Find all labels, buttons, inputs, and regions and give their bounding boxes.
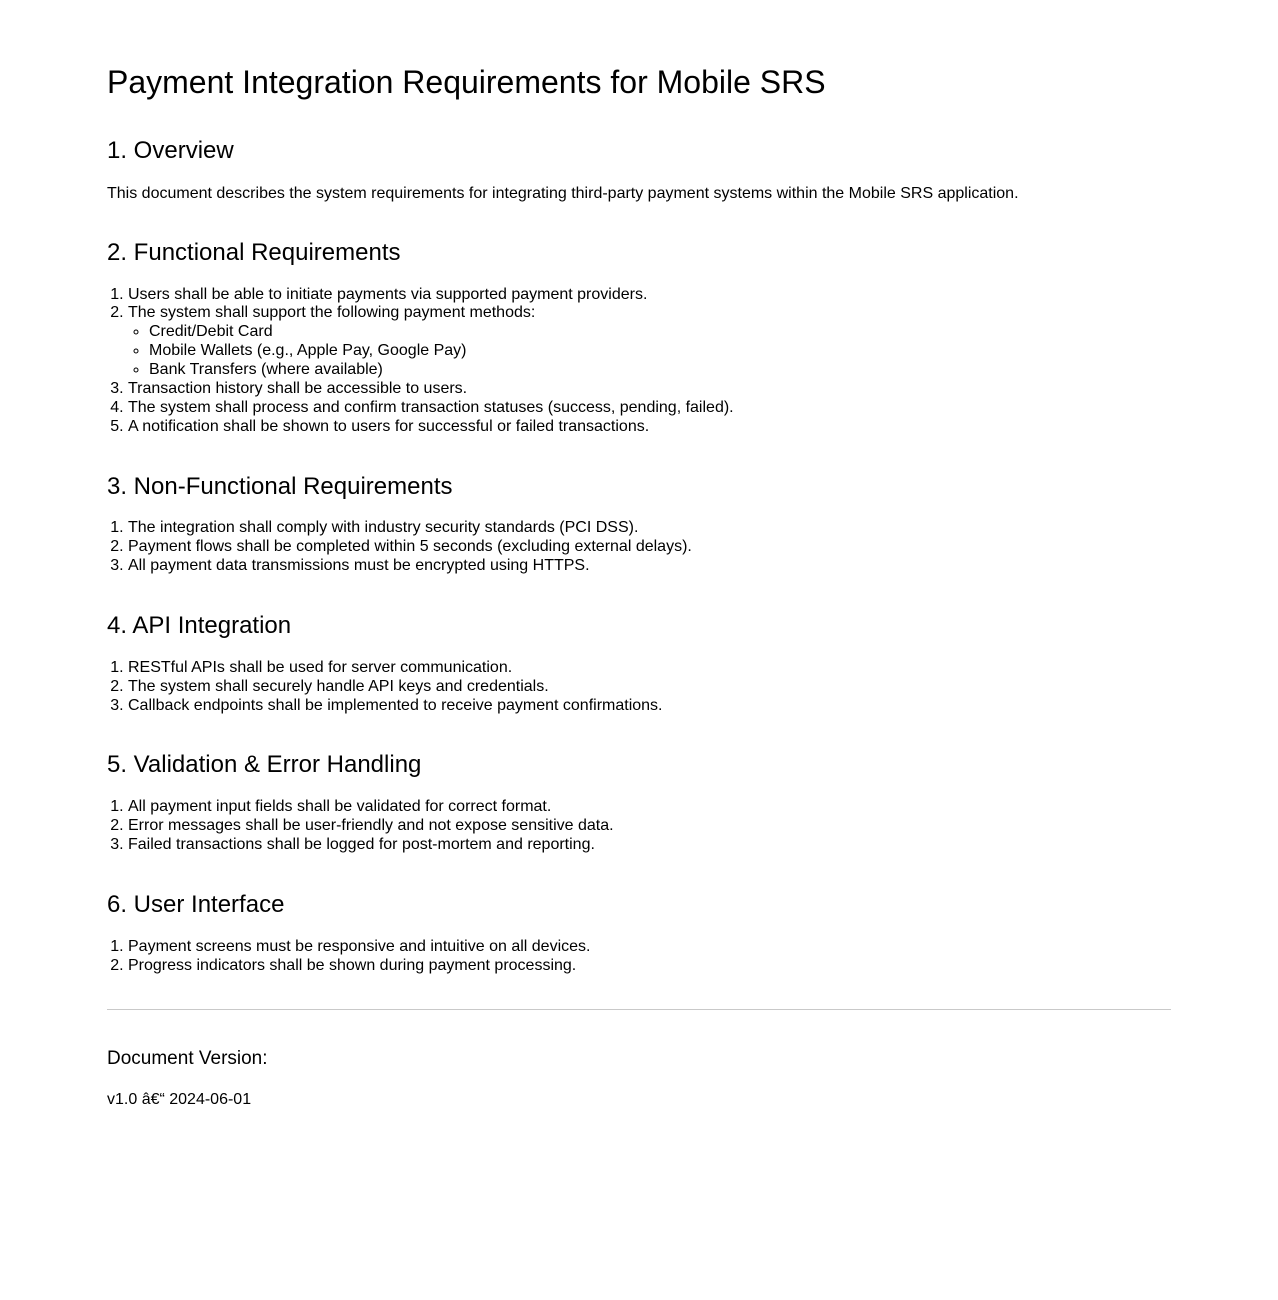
requirement-item: 4. The system shall process and confirm transaction statuses (success, pending, failed).	[128, 399, 1171, 418]
section-heading-api-integration: 4. API Integration	[107, 612, 292, 639]
sub-requirement-item: ◦ Bank Transfers (where available)	[149, 361, 1171, 380]
user-interface-list	[107, 938, 1171, 976]
requirement-item: 1. Users shall be able to initiate payments via supported payment providers.	[128, 286, 1171, 305]
section-heading-validation-error-handling: 5. Validation & Error Handling	[107, 751, 422, 779]
requirement-item: 2. Error messages shall be user-friendly and not expose sensitive data.	[128, 817, 1171, 836]
requirement-item: 3. Callback endpoints shall be implemented to receive payment confirmations.	[128, 697, 1171, 716]
section-heading-non-functional-requirements: 3. Non-Functional Requirements	[107, 472, 453, 500]
section-heading-functional-requirements: 2. Functional Requirements	[107, 238, 401, 266]
requirement-item: 1. The integration shall comply with industry security standards (PCI DSS).	[128, 519, 1171, 538]
requirement-item: 1. Payment screens must be responsive and intuitive on all devices.	[128, 938, 1171, 957]
requirement-item: 2. The system shall securely handle API keys and credentials.	[128, 678, 1171, 697]
section-heading-overview: 1. Overview	[107, 136, 234, 164]
requirement-item-text: The system shall support the following payment methods:	[128, 304, 536, 322]
requirement-item: 2. Payment flows shall be completed within 5 seconds (excluding external delays).	[128, 538, 1171, 557]
overview-paragraph: This document describes the system requirements for integrating third-party payment systems within the Mobile SRS application.	[107, 184, 1019, 202]
api-integration-list	[107, 659, 1171, 716]
divider	[107, 1009, 1171, 1010]
requirement-item: 5. A notification shall be shown to users for successful or failed transactions.	[128, 418, 1171, 437]
requirement-item: 3. All payment data transmissions must be encrypted using HTTPS.	[128, 557, 1171, 576]
sub-requirement-item: ◦ Credit/Debit Card	[149, 323, 1171, 342]
non-functional-requirements-list	[107, 519, 1171, 576]
requirement-item: 2. Progress indicators shall be shown during payment processing.	[128, 957, 1171, 976]
footer-version-value: v1.0 â€“ 2024-06-01	[107, 1091, 252, 1109]
section-heading-user-interface: 6. User Interface	[107, 890, 285, 918]
functional-requirements-list	[107, 286, 1171, 437]
requirement-item: 3. Transaction history shall be accessible to users.	[128, 380, 1171, 399]
requirement-item: 1. All payment input fields shall be validated for correct format.	[128, 798, 1171, 817]
footer-version-label: Document Version:	[107, 1048, 268, 1070]
requirement-item	[128, 304, 1171, 380]
requirement-item: 3. Failed transactions shall be logged for post-mortem and reporting.	[128, 836, 1171, 855]
sub-requirement-item: ◦ Mobile Wallets (e.g., Apple Pay, Google Pay)	[149, 342, 1171, 361]
payment-methods-sublist	[128, 323, 1171, 380]
requirement-item: 1. RESTful APIs shall be used for server communication.	[128, 659, 1171, 678]
page-title: Payment Integration Requirements for Mobile SRS	[107, 64, 826, 100]
validation-error-handling-list	[107, 798, 1171, 855]
